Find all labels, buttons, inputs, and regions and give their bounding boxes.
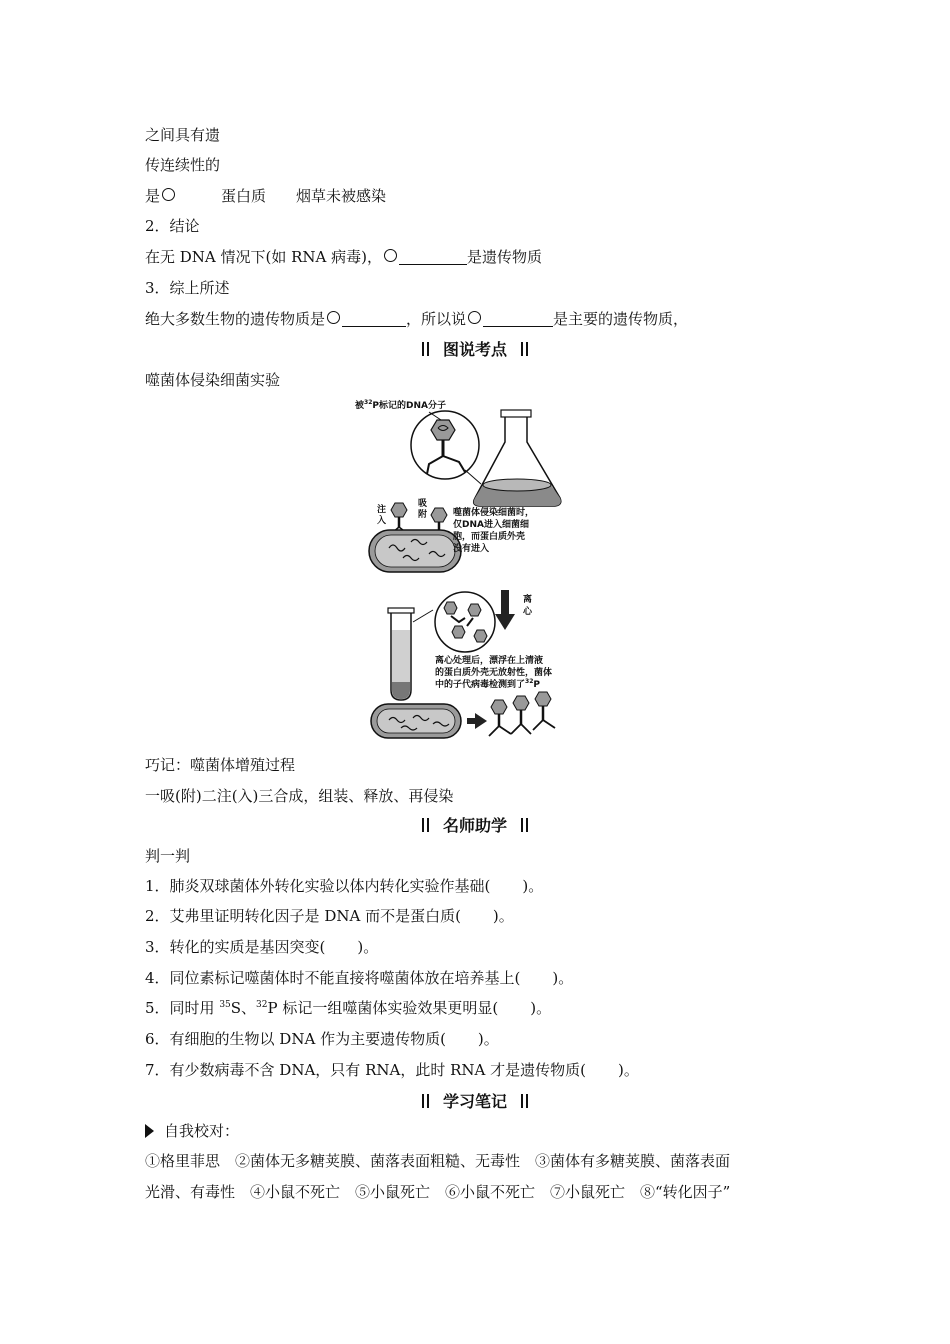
svg-text:心: 心 (523, 607, 533, 617)
text-line: 传连续性的 (145, 156, 221, 174)
section-heading-teacher: 名师助学 (0, 816, 950, 836)
section-heading-notes: 学习笔记 (0, 1092, 950, 1112)
bacterium-icon (371, 704, 461, 738)
section-title-conclusion: 2．结论 (145, 217, 200, 235)
svg-text:离: 离 (523, 595, 533, 605)
fill-blank[interactable] (483, 312, 553, 327)
judge-subtitle: 判一判 (145, 847, 191, 865)
judge-item: 1．肺炎双球菌体外转化实验以体内转化实验作基础( )。 (145, 877, 544, 895)
arrow-down-icon (495, 590, 515, 630)
heading-bar-icon (422, 1094, 429, 1108)
self-check-title: 自我校对： (145, 1121, 239, 1141)
circle-marker-icon (384, 249, 397, 262)
answers-line: 光滑、有毒性 ④小鼠不死亡 ⑤小鼠死亡 ⑥小鼠不死亡 ⑦小鼠死亡 ⑧“转化因子” (145, 1183, 731, 1201)
judge-item: 2．艾弗里证明转化因子是 DNA 而不是蛋白质( )。 (145, 907, 514, 925)
heading-bar-icon (521, 1094, 528, 1108)
heading-bar-icon (422, 818, 429, 832)
judge-item: 3．转化的实质是基因突变( )。 (145, 938, 379, 956)
magnified-supernatant-icon (435, 592, 495, 652)
heading-bar-icon (521, 818, 528, 832)
svg-text:注: 注 (377, 505, 387, 515)
circle-marker-icon (162, 188, 175, 201)
section-heading-figure: 图说考点 (0, 340, 950, 360)
fill-blank[interactable] (342, 312, 406, 327)
judge-item: 5．同时用 $^{35}$S、$^{32}$P 标记一组噬菌体实验效果更明显( )。 (145, 999, 552, 1017)
judge-item: 4．同位素标记噬菌体时不能直接将噬菌体放在培养基上( )。 (145, 969, 574, 987)
svg-text:入: 入 (377, 516, 387, 526)
svg-text:离心处理后，漂浮在上清液: 离心处理后，漂浮在上清液 (435, 656, 544, 666)
svg-text:胞，而蛋白质外壳: 胞，而蛋白质外壳 (453, 532, 526, 542)
heading-bar-icon (521, 342, 528, 356)
circle-marker-icon (468, 311, 481, 324)
triangle-bullet-icon (145, 1124, 154, 1138)
judge-item: 7．有少数病毒不含 DNA，只有 RNA，此时 RNA 才是遗传物质( )。 (145, 1061, 639, 1079)
culture-flask-icon (474, 410, 561, 506)
mnemonic-title: 巧记：噬菌体增殖过程 (145, 756, 296, 774)
magnified-phage-icon (411, 411, 479, 479)
test-tube-icon (388, 608, 414, 700)
section-title-summary: 3．综上所述 (145, 279, 230, 297)
figure-subtitle: 噬菌体侵染细菌实验 (145, 371, 281, 389)
judge-item: 6．有细胞的生物以 DNA 作为主要遗传物质( )。 (145, 1030, 499, 1048)
phage-infection-diagram (355, 390, 600, 745)
svg-text:仅DNA进入细菌细: 仅DNA进入细菌细 (453, 520, 529, 530)
svg-text:中的子代病毒检测到了32P: 中的子代病毒检测到了$^{32}$P (435, 678, 540, 690)
fill-blank[interactable] (399, 250, 467, 265)
svg-text:附: 附 (418, 510, 428, 520)
text-line: 是 蛋白质 烟草未被感染 (145, 187, 387, 205)
text-line: 之间具有遗 (145, 126, 221, 144)
figure-label-dna: 被$^{32}$P标记的DNA分子 (355, 399, 446, 411)
heading-bar-icon (422, 342, 429, 356)
arrow-right-icon (467, 713, 487, 729)
circle-marker-icon (327, 311, 340, 324)
mnemonic-text: 一吸(附)二注(入)三合成，组装、释放、再侵染 (145, 787, 454, 805)
conclusion-text: 在无 DNA 情况下(如 RNA 病毒)， 是遗传物质 (145, 248, 543, 266)
svg-text:吸: 吸 (418, 499, 428, 509)
svg-text:的蛋白质外壳无放射性，菌体: 的蛋白质外壳无放射性，菌体 (435, 668, 553, 678)
progeny-phages-icon (489, 692, 555, 736)
bacterium-icon (369, 530, 461, 572)
answers-line: ①格里菲思 ②菌体无多糖荚膜、菌落表面粗糙、无毒性 ③菌体有多糖荚膜、菌落表面 (145, 1152, 731, 1170)
svg-text:噬菌体侵染细菌时，: 噬菌体侵染细菌时， (453, 508, 535, 518)
svg-text:没有进入: 没有进入 (453, 544, 490, 554)
summary-text: 绝大多数生物的遗传物质是 ，所以说 是主要的遗传物质， (145, 310, 689, 328)
